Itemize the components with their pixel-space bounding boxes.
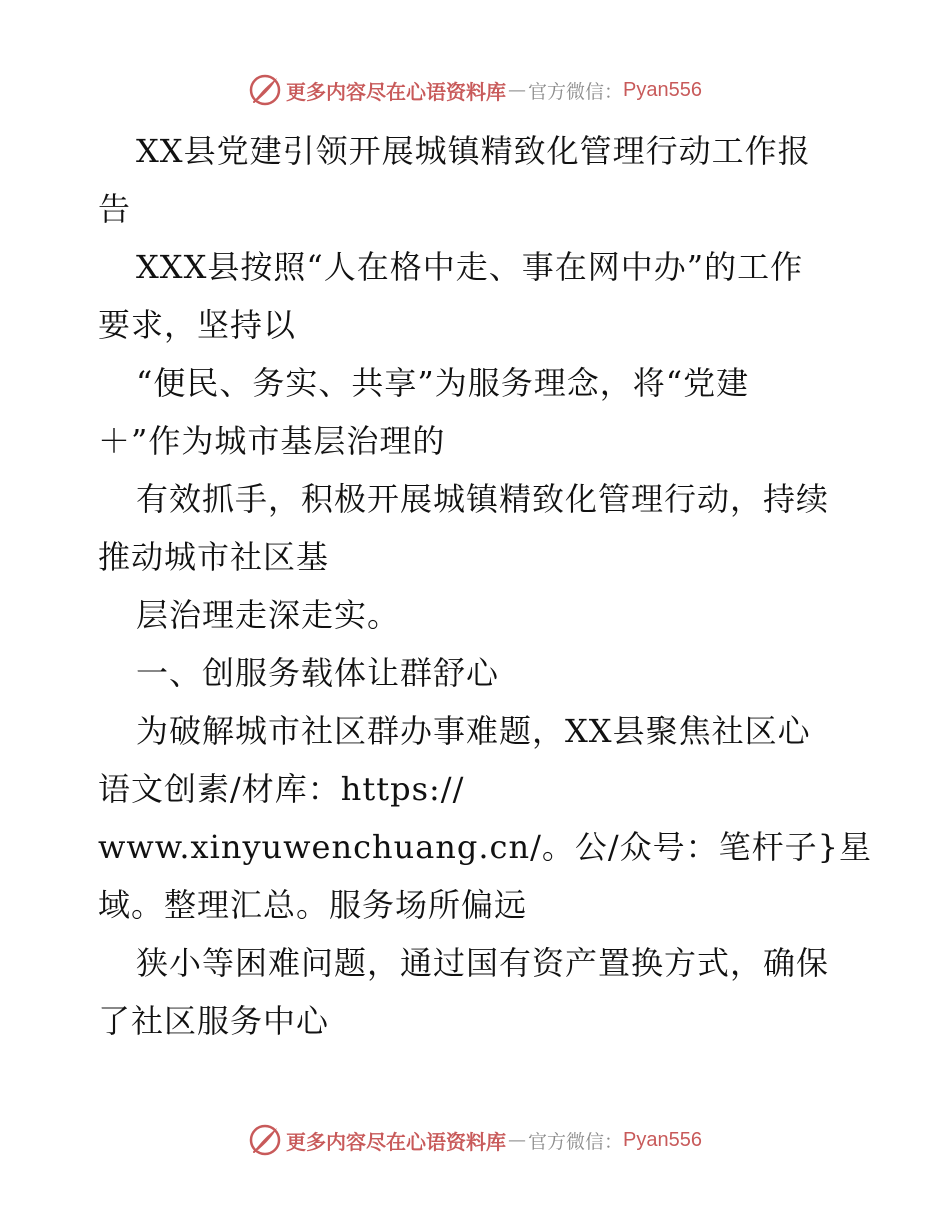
paragraph-line: 层治理走深走实。 — [136, 596, 401, 634]
header-banner — [0, 70, 950, 110]
banner-wechat-label: 官方微信： — [528, 80, 624, 103]
banner-slogan: 更多内容尽在心语资料库 — [286, 1129, 506, 1154]
paragraph-line: www.xinyuwenchuang.cn/。公/众号：笔杆子}星 — [98, 828, 873, 866]
banner-wechat-id: Pyan556 — [623, 1128, 702, 1151]
document-title-line-1: XX县党建引领开展城镇精致化管理行动工作报 — [136, 132, 811, 170]
banner-slogan: 更多内容尽在心语资料库 — [286, 79, 506, 104]
paragraph-line: 推动城市社区基 — [98, 538, 330, 576]
section-heading: 一、创服务载体让群舒心 — [136, 654, 500, 692]
paragraph-line: 域。整理汇总。服务场所偏远 — [98, 886, 528, 924]
paragraph-line: 有效抓手，积极开展城镇精致化管理行动，持续 — [136, 480, 830, 518]
document-title-line-2: 告 — [98, 190, 132, 228]
quill-pen-logo-icon — [248, 73, 282, 107]
paragraph-line: 语文创素/材库：https:// — [98, 770, 465, 808]
banner-wechat-id: Pyan556 — [623, 78, 702, 101]
paragraph-line: XXX县按照“人在格中走、事在网中办”的工作 — [136, 248, 804, 286]
paragraph-line: 了社区服务中心 — [98, 1002, 330, 1040]
paragraph-line: 狭小等困难问题，通过国有资产置换方式，确保 — [136, 944, 830, 982]
paragraph-line: “便民、务实、共享”为服务理念，将“党建 — [136, 364, 750, 402]
banner-dash: — — [508, 79, 526, 101]
quill-pen-logo-icon — [248, 1123, 282, 1157]
banner-wechat-label: 官方微信： — [528, 1130, 624, 1153]
paragraph-line: ＋”作为城市基层治理的 — [98, 422, 446, 460]
banner-dash: — — [508, 1129, 526, 1151]
footer-banner — [0, 1120, 950, 1160]
document-body — [98, 122, 873, 1050]
paragraph-line: 要求，坚持以 — [98, 306, 297, 344]
paragraph-line: 为破解城市社区群办事难题，XX县聚焦社区心 — [136, 712, 811, 750]
